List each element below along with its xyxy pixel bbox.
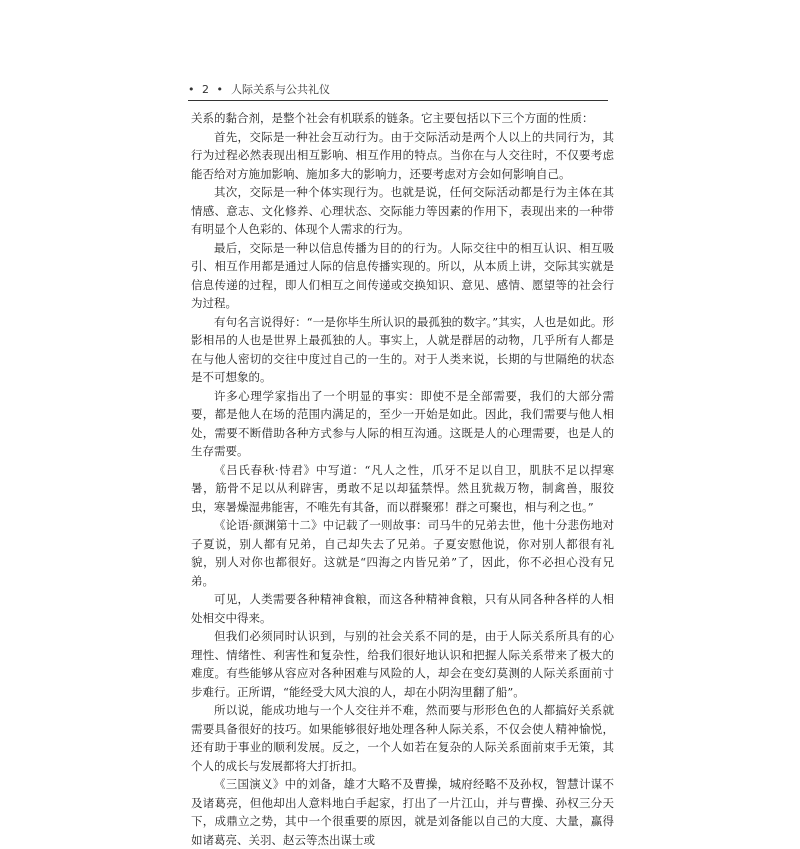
paragraph: 但我们必须同时认识到，与别的社会关系不同的是，由于人际关系所具有的心理性、情绪性、利害性和复杂性，给我们很好地认识和把握人际关系带来了极大的难度。有些能够从容应对各种困难与风险的人，却会在变幻莫测的人际关系面前寸步难行。正所谓，“能经受大风大浪的人，却在小阴沟里翻了船”。 xyxy=(191,629,614,699)
paragraph: 首先，交际是一种社会互动行为。由于交际活动是两个人以上的共同行为，其行为过程必然表现出相互影响、相互作用的特点。当你在与人交往时，不仅要考虑能否给对方施加影响、施加多大的影响力，还要考虑对方会如何影响自己。 xyxy=(191,129,614,181)
paragraph: 其次，交际是一种个体实现行为。也就是说，任何交际活动都是行为主体在其情感、意志、文化修养、心理状态、交际能力等因素的作用下，表现出来的一种带有明显个人色彩的、体现个人需求的行为。 xyxy=(191,185,614,236)
paragraph: 《三国演义》中的刘备，雄才大略不及曹操，城府经略不及孙权，智慧计谋不及诸葛亮，但他却出人意料地白手起家，打出了一片江山，并与曹操、孙权三分天下，成鼎立之势，其中一个很重要的原因，就是刘备能以自己的大度、大量，赢得如诸葛亮、关羽、赵云等杰出谋士或 xyxy=(191,777,614,847)
paragraph: 关系的黏合剂，是整个社会有机联系的链条。它主要包括以下三个方面的性质： xyxy=(191,111,594,125)
paragraph: 可见，人类需要各种精神食粮，而这各种精神食粮，只有从同各种各样的人相处相交中得来。 xyxy=(191,592,614,625)
paragraph: 最后，交际是一种以信息传播为目的的行为。人际交往中的相互认识、相互吸引、相互作用都是通过人际的信息传播实现的。所以，从本质上讲，交际其实就是信息传递的过程，即人们相互之间传递或交换知识、意见、感情、愿望等的社会行为过程。 xyxy=(191,240,614,310)
paragraph: 《论语·颜渊第十二》中记载了一则故事：司马牛的兄弟去世，他十分悲伤地对子夏说，别人都有兄弟，自己却失去了兄弟。子夏安慰他说，你对别人都很有礼貌，别人对你也都很好。这就是“四海之内皆兄弟”了，因此，你不必担心没有兄弟。 xyxy=(191,518,614,588)
page-number: • 2 • xyxy=(188,82,225,96)
paragraph: 有句名言说得好：“一是你毕生所认识的最孤独的数字。”其实，人也是如此。形影相吊的人也是世界上最孤独的人。事实上，人就是群居的动物，几乎所有人都是在与他人密切的交往中度过自己的一生的。对于人类来说，长期的与世隔绝的状态是不可想象的。 xyxy=(191,314,614,384)
body-text xyxy=(191,109,614,849)
header-rule xyxy=(188,100,608,101)
paragraph: 所以说，能成功地与一个人交往并不难，然而要与形形色色的人都搞好关系就需要具备很好的技巧。如果能够很好地处理各种人际关系，不仅会使人精神愉悦，还有助于事业的顺利发展。反之，一个人如若在复杂的人际关系面前束手无策，其个人的成长与发展都将大打折扣。 xyxy=(191,703,614,773)
running-header xyxy=(188,80,608,98)
running-title: 人际关系与公共礼仪 xyxy=(230,83,330,96)
paragraph: 《吕氏春秋·恃君》中写道：“凡人之性，爪牙不足以自卫，肌肤不足以捍寒暑，筋骨不足以从利辟害，勇敢不足以却猛禁悍。然且犹裁万物，制禽兽，服狡虫，寒暑燥湿弗能害，不唯先有其备，而以群聚邪！群之可聚也，相与利之也。” xyxy=(191,462,614,514)
paragraph: 许多心理学家指出了一个明显的事实：即使不是全部需要，我们的大部分需要，都是他人在场的范围内满足的，至少一开始是如此。因此，我们需要与他人相处，需要不断借助各种方式参与人际的相互沟通。这既是人的心理需要，也是人的生存需要。 xyxy=(191,388,614,458)
